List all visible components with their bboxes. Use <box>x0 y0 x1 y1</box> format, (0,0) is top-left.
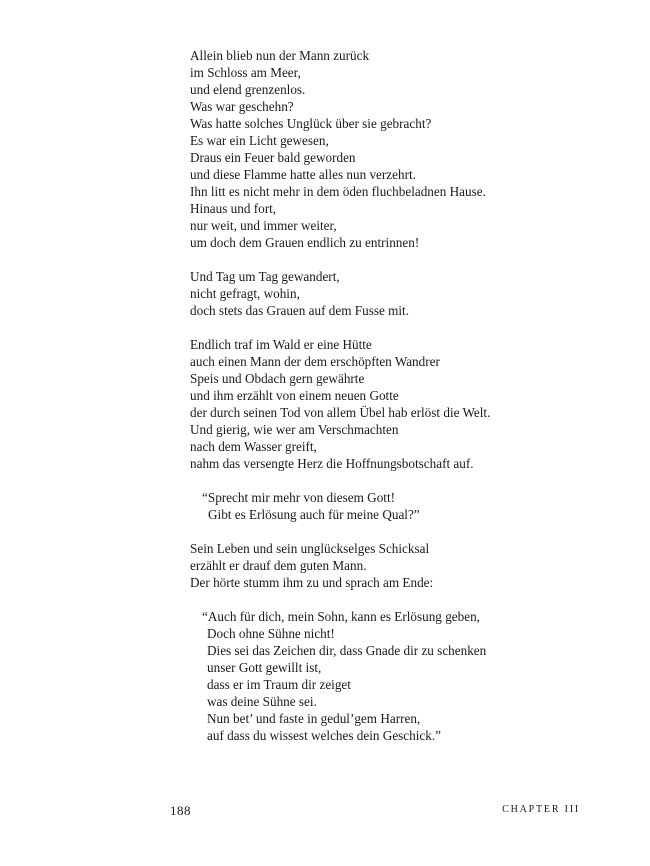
poem-line: und diese Flamme hatte alles nun verzehrt. <box>190 167 416 182</box>
poem-line: nicht gefragt, wohin, <box>190 286 300 301</box>
poem-line: “Auch für dich, mein Sohn, kann es Erlösung geben, <box>202 609 480 624</box>
page-footer <box>170 803 580 823</box>
stanza-1 <box>190 47 610 251</box>
page-number: 188 <box>170 803 191 818</box>
poem-line: erzählt er drauf dem guten Mann. <box>190 558 367 573</box>
poem-line: um doch dem Grauen endlich zu entrinnen! <box>190 235 420 250</box>
poem-line: nur weit, und immer weiter, <box>190 218 337 233</box>
poem-line: Speis und Obdach gern gewährte <box>190 371 365 386</box>
poem-line: “Sprecht mir mehr von diesem Gott! <box>202 490 396 505</box>
poem-line: doch stets das Grauen auf dem Fusse mit. <box>190 303 410 318</box>
poem-line: Doch ohne Sühne nicht! <box>207 626 335 641</box>
stanza-6-quote <box>190 608 610 744</box>
stanza-4-quote <box>190 489 610 523</box>
poem-line: auch einen Mann der dem erschöpften Wandrer <box>190 354 440 369</box>
poem-line: Nun bet’ und faste in gedul’gem Harren, <box>207 711 421 726</box>
stanza-2 <box>190 268 610 319</box>
poem-text <box>190 47 610 761</box>
poem-line: Und Tag um Tag gewandert, <box>190 269 340 284</box>
poem-line: Sein Leben und sein unglückselges Schicksal <box>190 541 430 556</box>
poem-line: nahm das versengte Herz die Hoffnungsbotschaft auf. <box>190 456 474 471</box>
poem-line: und elend grenzenlos. <box>190 82 306 97</box>
poem-line: dass er im Traum dir zeiget <box>207 677 351 692</box>
stanza-5 <box>190 540 610 591</box>
poem-line: nach dem Wasser greift, <box>190 439 317 454</box>
poem-line: Der hörte stumm ihm zu und sprach am Ende: <box>190 575 434 590</box>
poem-line: der durch seinen Tod von allem Übel hab erlöst die Welt. <box>190 405 491 420</box>
poem-line: unser Gott gewillt ist, <box>207 660 322 675</box>
poem-line: Endlich traf im Wald er eine Hütte <box>190 337 372 352</box>
poem-line: auf dass du wissest welches dein Geschick.” <box>207 728 442 743</box>
poem-line: Was war geschehn? <box>190 99 294 114</box>
poem-line: Allein blieb nun der Mann zurück <box>190 48 370 63</box>
poem-line: Es war ein Licht gewesen, <box>190 133 329 148</box>
poem-line: Draus ein Feuer bald geworden <box>190 150 356 165</box>
poem-line: und ihm erzählt von einem neuen Gotte <box>190 388 399 403</box>
poem-line: Und gierig, wie wer am Verschmachten <box>190 422 399 437</box>
poem-line: Hinaus und fort, <box>190 201 277 216</box>
poem-line: im Schloss am Meer, <box>190 65 301 80</box>
poem-line: Gibt es Erlösung auch für meine Qual?” <box>208 507 420 522</box>
poem-line: Dies sei das Zeichen dir, dass Gnade dir zu schenken <box>207 643 487 658</box>
poem-line: Ihn litt es nicht mehr in dem öden fluchbeladnen Hause. <box>190 184 486 199</box>
stanza-3 <box>190 336 610 472</box>
poem-line: Was hatte solches Unglück über sie gebracht? <box>190 116 432 131</box>
running-chapter-title: CHAPTER III <box>502 804 580 815</box>
poem-line: was deine Sühne sei. <box>207 694 317 709</box>
